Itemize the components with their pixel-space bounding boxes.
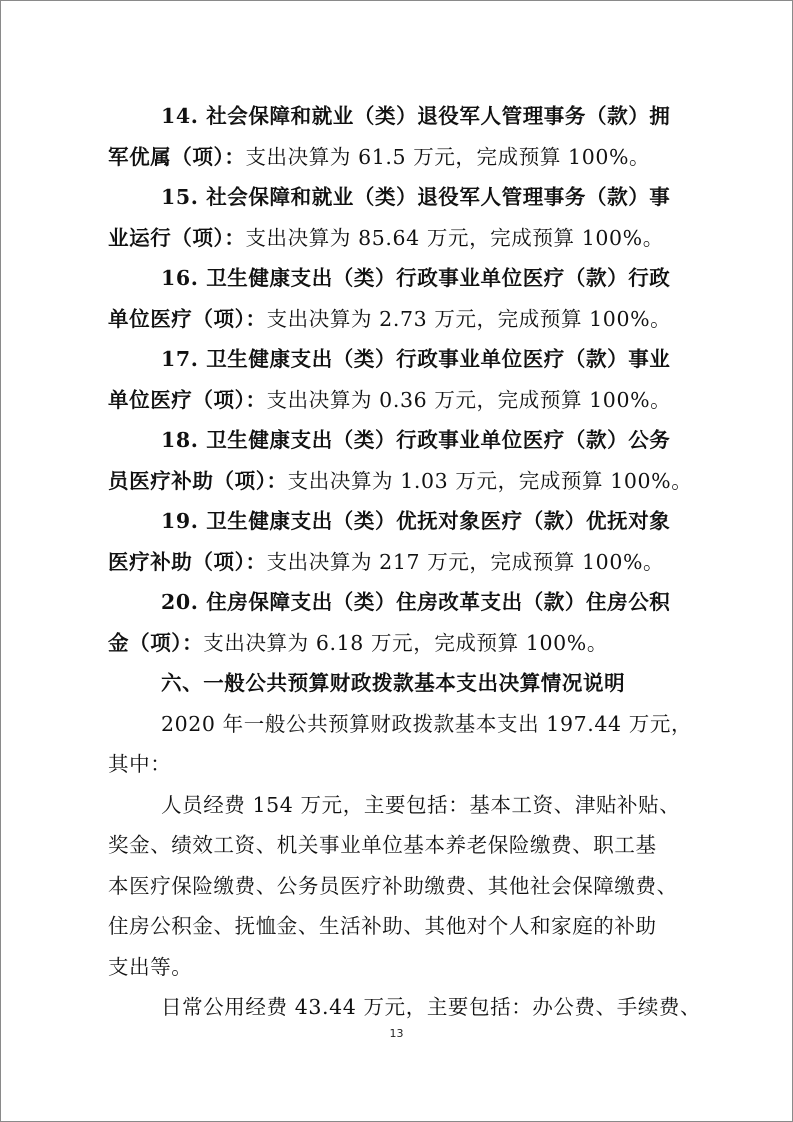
- section-heading: 六、一般公共预算财政拨款基本支出决算情况说明: [161, 671, 626, 695]
- item-line: [108, 623, 683, 664]
- paragraph-line: 2020 年一般公共预算财政拨款基本支出 197.44 万元，: [161, 711, 693, 736]
- paragraph-personnel-cost: [108, 785, 683, 988]
- paragraph-line: 住房公积金、抚恤金、生活补助、其他对个人和家庭的补助: [108, 914, 657, 938]
- item-text: 支出决算为 85.64 万元，完成预算 100%。: [245, 225, 664, 250]
- item-19: [108, 501, 683, 582]
- item-line: 19. 卫生健康支出（类）优抚对象医疗（款）优抚对象: [161, 509, 671, 533]
- item-line: 18. 卫生健康支出（类）行政事业单位医疗（款）公务: [161, 428, 671, 452]
- document-body: [108, 96, 702, 1028]
- item-label: 医疗补助（项）：: [108, 549, 267, 574]
- item-label: 员医疗补助（项）：: [108, 468, 288, 493]
- paragraph-basic-expenditure: [108, 704, 693, 785]
- item-line: [108, 299, 683, 340]
- item-label: 军优属（项）：: [108, 144, 246, 169]
- item-line: [108, 380, 683, 421]
- paragraph-line: 本医疗保险缴费、公务员医疗补助缴费、其他社会保障缴费、: [108, 873, 678, 898]
- item-line: 15. 社会保障和就业（类）退役军人管理事务（款）事: [161, 185, 671, 209]
- item-text: 支出决算为 6.18 万元，完成预算 100%。: [203, 630, 608, 655]
- item-line: 17. 卫生健康支出（类）行政事业单位医疗（款）事业: [161, 347, 671, 371]
- item-text: 支出决算为 0.36 万元，完成预算 100%。: [266, 387, 672, 412]
- paragraph-line: 日常公用经费 43.44 万元，主要包括：办公费、手续费、: [161, 995, 702, 1019]
- item-line: [108, 461, 693, 502]
- item-text: 支出决算为 217 万元，完成预算 100%。: [266, 549, 665, 574]
- item-line: 16. 卫生健康支出（类）行政事业单位医疗（款）行政: [161, 266, 671, 290]
- item-text: 支出决算为 1.03 万元，完成预算 100%。: [287, 468, 693, 493]
- item-16: [108, 258, 683, 339]
- item-line: [108, 218, 683, 259]
- item-line: [108, 137, 683, 178]
- item-17: [108, 339, 683, 420]
- item-line: [108, 542, 683, 583]
- paragraph-line: 支出等。: [108, 954, 193, 979]
- paragraph-line: 其中：: [108, 752, 172, 776]
- item-14: [108, 96, 683, 177]
- paragraph-line: 人员经费 154 万元，主要包括：基本工资、津贴补贴、: [161, 792, 681, 817]
- paragraph-public-cost: [108, 987, 702, 1028]
- item-18: [108, 420, 693, 501]
- item-line: 14. 社会保障和就业（类）退役军人管理事务（款）拥: [161, 104, 671, 128]
- item-label: 单位医疗（项）：: [108, 306, 267, 331]
- item-20: [108, 582, 683, 663]
- item-15: [108, 177, 683, 258]
- item-line: 20. 住房保障支出（类）住房改革支出（款）住房公积: [161, 590, 671, 614]
- item-text: 支出决算为 61.5 万元，完成预算 100%。: [245, 144, 651, 169]
- paragraph-line: 奖金、绩效工资、机关事业单位基本养老保险缴费、职工基: [108, 833, 657, 857]
- page-number: 13: [389, 1027, 404, 1040]
- item-text: 支出决算为 2.73 万元，完成预算 100%。: [266, 306, 672, 331]
- item-label: 单位医疗（项）：: [108, 387, 267, 412]
- item-label: 业运行（项）：: [108, 225, 246, 250]
- item-label: 金（项）：: [108, 630, 204, 655]
